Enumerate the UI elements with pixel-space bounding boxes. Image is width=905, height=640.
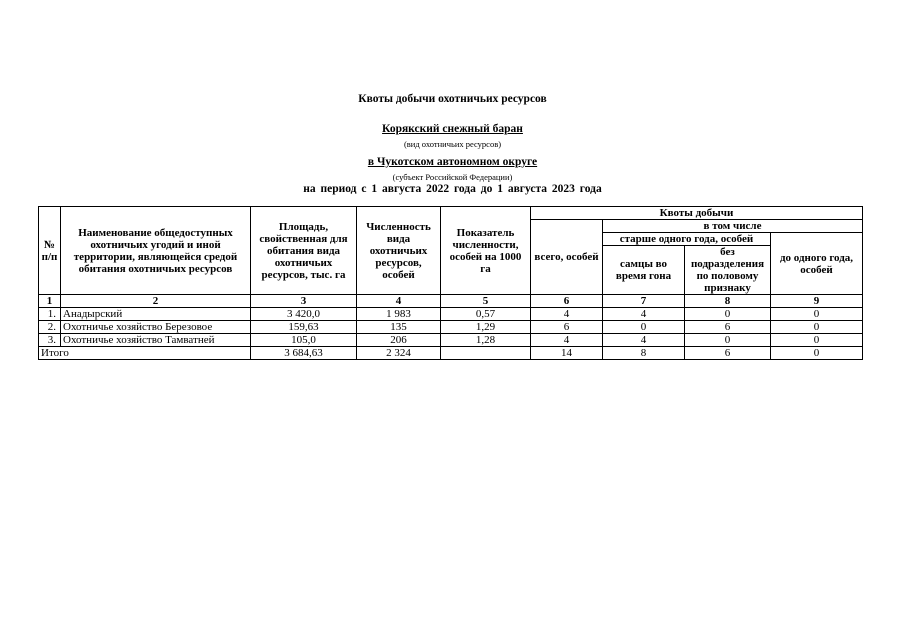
area-cell: 159,63 bbox=[251, 321, 357, 334]
header-total: всего, особей bbox=[531, 220, 603, 295]
under-one-cell: 0 bbox=[771, 334, 863, 347]
total-row bbox=[39, 347, 863, 360]
header-no-sex: без подразделения по половому признаку bbox=[685, 246, 771, 295]
header-quotas: Квоты добычи bbox=[531, 207, 863, 220]
under-one-cell: 0 bbox=[771, 321, 863, 334]
males-total: 8 bbox=[603, 347, 685, 360]
population-cell: 1 983 bbox=[357, 308, 441, 321]
no-sex-cell: 0 bbox=[685, 334, 771, 347]
area-cell: 105,0 bbox=[251, 334, 357, 347]
header-population: Численность вида охотничьих ресурсов, особей bbox=[357, 207, 441, 295]
row-number: 1. bbox=[39, 308, 61, 321]
under-one-total: 0 bbox=[771, 347, 863, 360]
population-cell: 206 bbox=[357, 334, 441, 347]
population-cell: 135 bbox=[357, 321, 441, 334]
density-cell: 0,57 bbox=[441, 308, 531, 321]
table-row bbox=[39, 308, 863, 321]
no-sex-total: 6 bbox=[685, 347, 771, 360]
males-cell: 4 bbox=[603, 334, 685, 347]
column-number: 3 bbox=[251, 295, 357, 308]
period: на период с 1 августа 2022 года до 1 августа 2023 года bbox=[303, 183, 602, 195]
table-row bbox=[39, 334, 863, 347]
column-number: 8 bbox=[685, 295, 771, 308]
under-one-cell: 0 bbox=[771, 308, 863, 321]
total-cell: 4 bbox=[531, 334, 603, 347]
region-name: в Чукотском автономном округе bbox=[367, 156, 538, 168]
document-title: Квоты добычи охотничьих ресурсов bbox=[358, 93, 547, 105]
column-number: 9 bbox=[771, 295, 863, 308]
territory-name: Анадырский bbox=[61, 308, 251, 321]
header-under-one: до одного года, особей bbox=[771, 233, 863, 295]
total-label: Итого bbox=[39, 347, 251, 360]
density-cell: 1,29 bbox=[441, 321, 531, 334]
column-number: 5 bbox=[441, 295, 531, 308]
table-row bbox=[39, 321, 863, 334]
column-number: 7 bbox=[603, 295, 685, 308]
header-num: № п/п bbox=[39, 207, 61, 295]
territory-name: Охотничье хозяйство Тамватней bbox=[61, 334, 251, 347]
column-number: 2 bbox=[61, 295, 251, 308]
header-older: старше одного года, особей bbox=[603, 233, 771, 246]
species-caption: (вид охотничьих ресурсов) bbox=[403, 139, 502, 149]
header-including: в том числе bbox=[603, 220, 863, 233]
header-males: самцы во время гона bbox=[603, 246, 685, 295]
area-total: 3 684,63 bbox=[251, 347, 357, 360]
column-numbers-row bbox=[39, 295, 863, 308]
total-cell: 4 bbox=[531, 308, 603, 321]
row-number: 2. bbox=[39, 321, 61, 334]
no-sex-cell: 6 bbox=[685, 321, 771, 334]
territory-name: Охотничье хозяйство Березовое bbox=[61, 321, 251, 334]
column-number: 6 bbox=[531, 295, 603, 308]
total-cell: 6 bbox=[531, 321, 603, 334]
region-caption: (субъект Российской Федерации) bbox=[392, 172, 513, 182]
area-cell: 3 420,0 bbox=[251, 308, 357, 321]
population-total: 2 324 bbox=[357, 347, 441, 360]
column-number: 4 bbox=[357, 295, 441, 308]
quota-table bbox=[38, 206, 863, 360]
species-name: Корякский снежный баран bbox=[382, 123, 523, 135]
column-number: 1 bbox=[39, 295, 61, 308]
header-density: Показатель численности, особей на 1000 га bbox=[441, 207, 531, 295]
quota-total: 14 bbox=[531, 347, 603, 360]
header-name: Наименование общедоступных охотничьих угодий и иной территории, являющейся средой обитания охотничьих ресурсов bbox=[61, 207, 251, 295]
header-area: Площадь, свойственная для обитания вида охотничьих ресурсов, тыс. га bbox=[251, 207, 357, 295]
density-total bbox=[441, 347, 531, 360]
density-cell: 1,28 bbox=[441, 334, 531, 347]
males-cell: 0 bbox=[603, 321, 685, 334]
males-cell: 4 bbox=[603, 308, 685, 321]
no-sex-cell: 0 bbox=[685, 308, 771, 321]
row-number: 3. bbox=[39, 334, 61, 347]
